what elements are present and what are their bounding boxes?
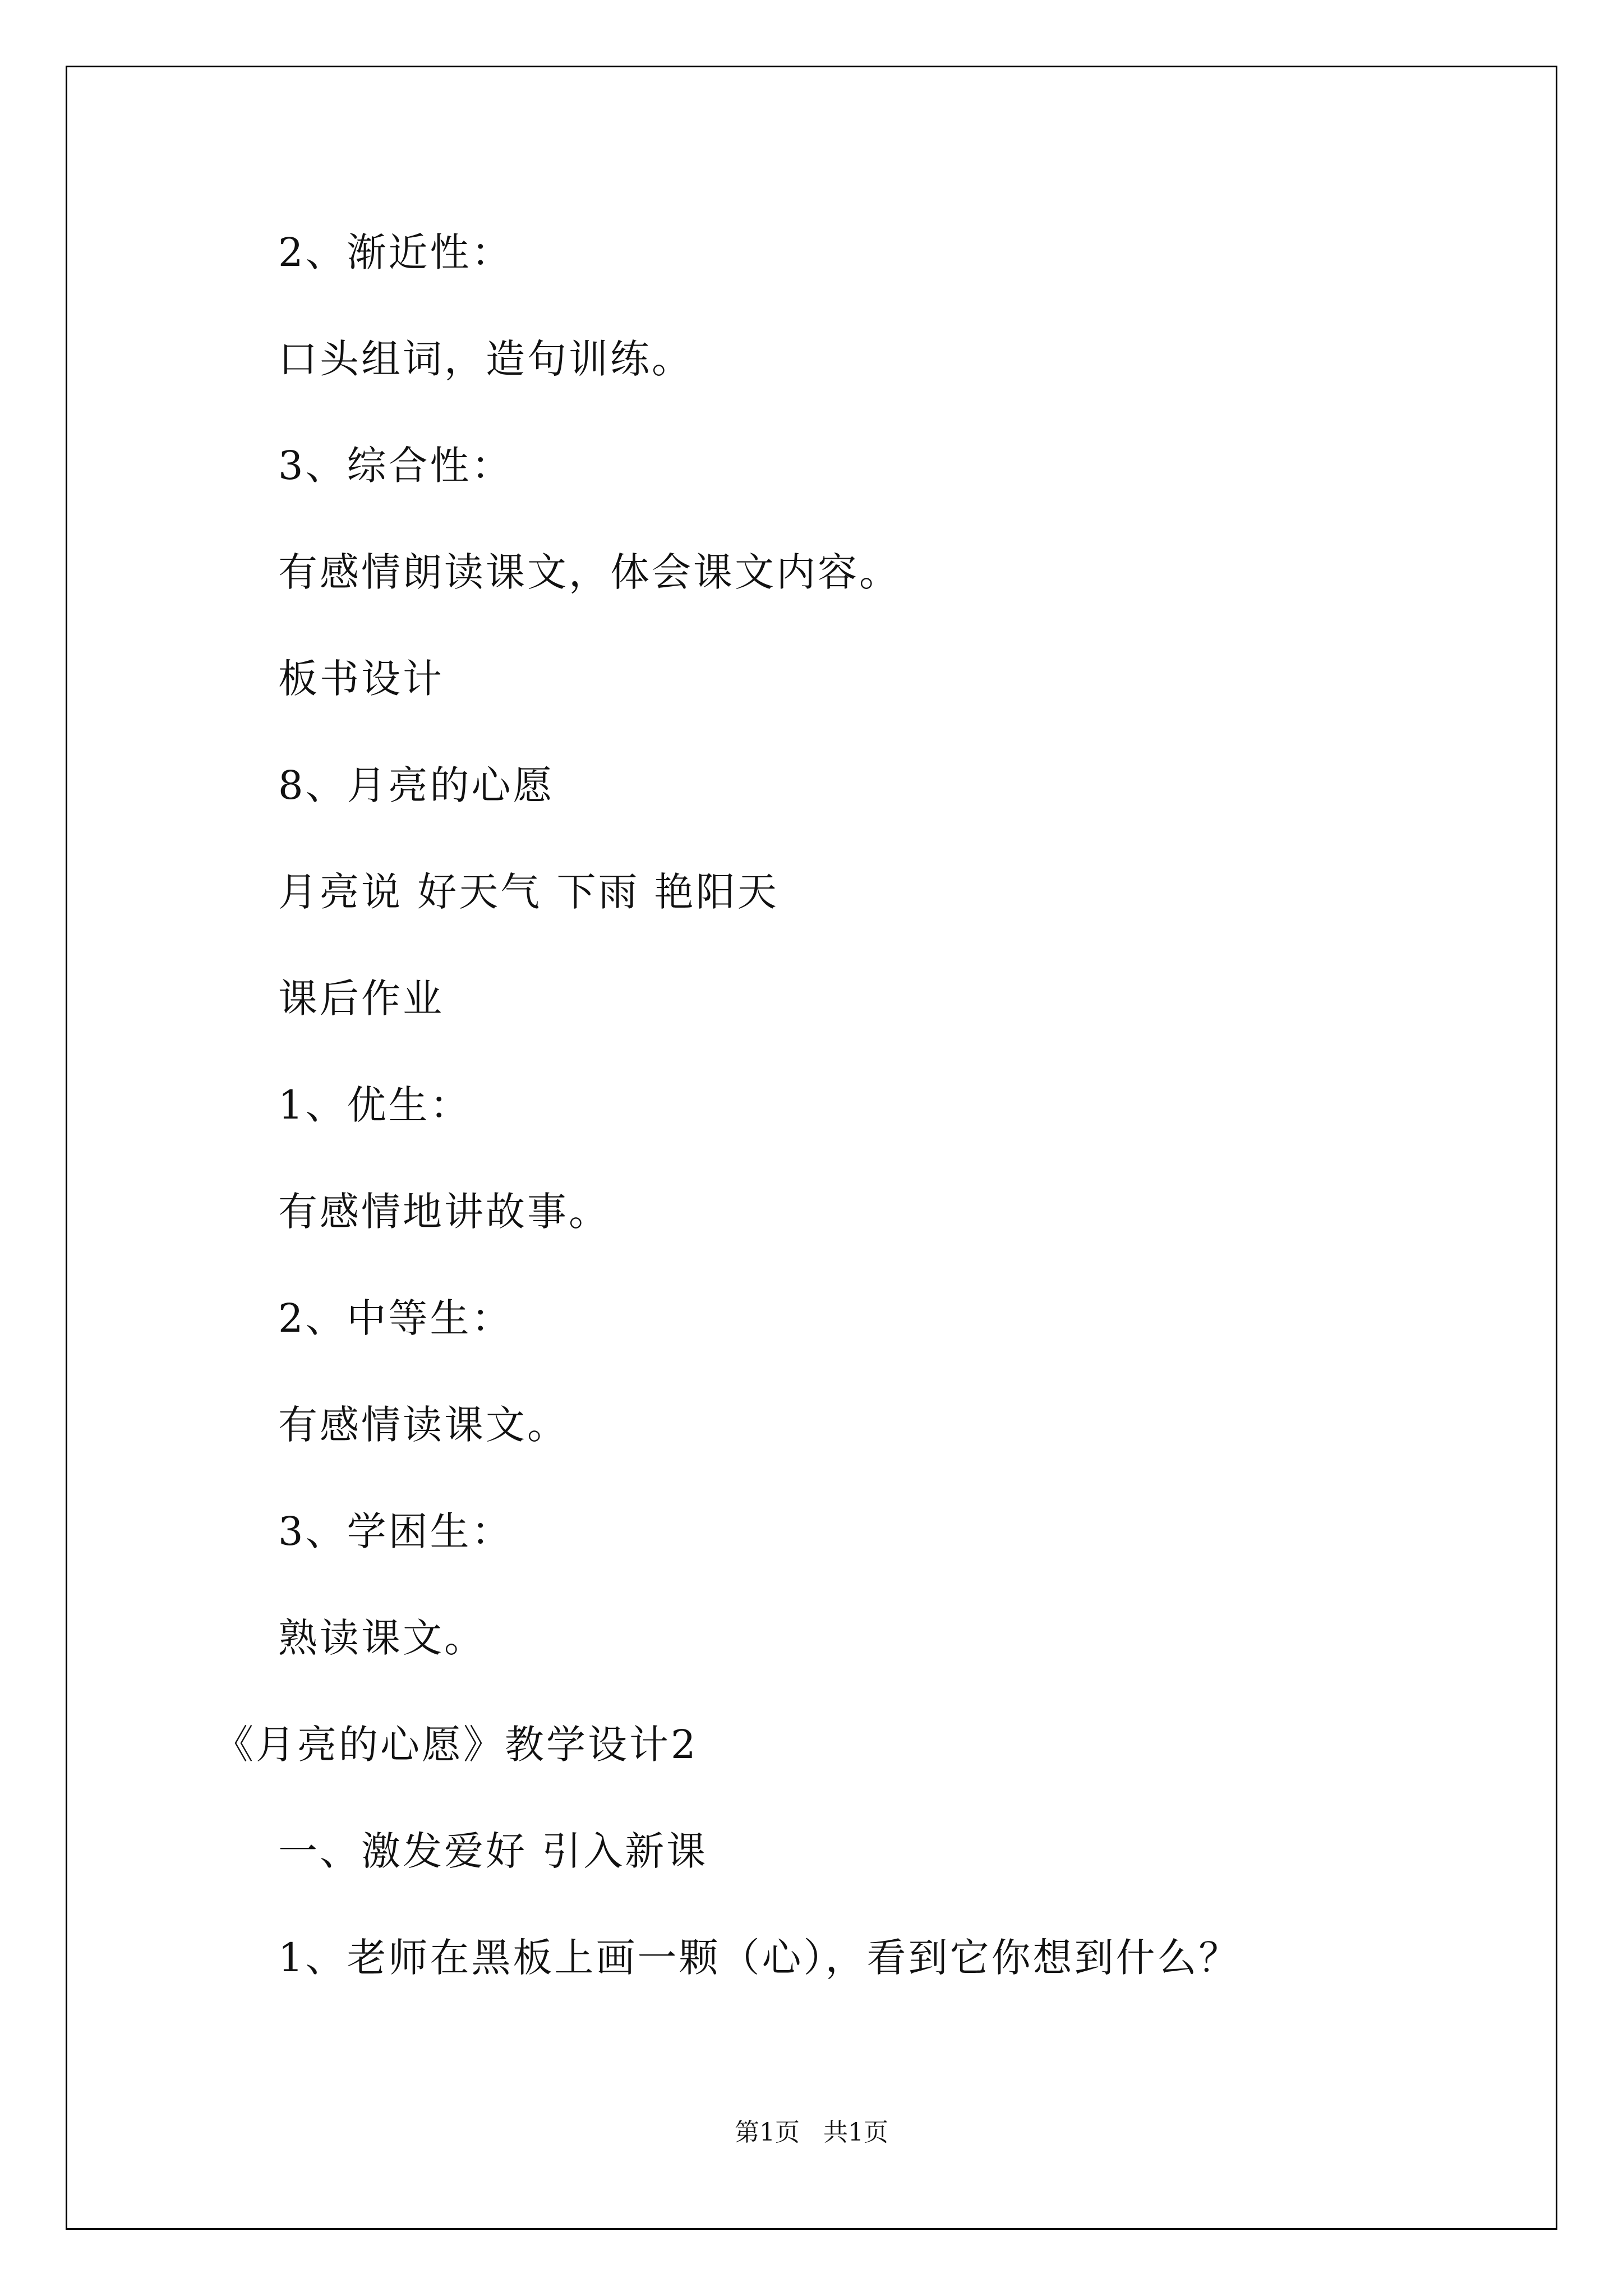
page-border (66, 66, 1557, 2230)
text-line: 熟读课文。 (278, 1615, 486, 1661)
text-line: 2、中等生： (278, 1295, 513, 1341)
text-line: 1、优生： (278, 1082, 472, 1128)
page-footer: 第1页 共1页 (735, 2118, 888, 2147)
section-heading: 课后作业 (278, 976, 444, 1022)
section-heading: 一、激发爱好 引入新课 (278, 1828, 708, 1874)
text-line: 月亮说 好天气 下雨 艳阳天 (278, 869, 779, 915)
document-title: 《月亮的心愿》教学设计2 (214, 1722, 698, 1768)
text-line: 1、老师在黑板上画一颗（心），看到它你想到什么？ (278, 1935, 1241, 1981)
text-line: 3、综合性： (278, 443, 513, 489)
text-line: 有感情朗读课文，体会课文内容。 (278, 549, 901, 595)
text-line: 3、学困生： (278, 1508, 513, 1554)
text-line: 有感情地讲故事。 (278, 1189, 610, 1235)
text-line: 口头组词，造句训练。 (278, 336, 693, 382)
text-line: 有感情读课文。 (278, 1402, 569, 1448)
section-heading: 板书设计 (278, 656, 444, 702)
text-line: 2、渐近性： (278, 229, 513, 275)
text-line: 8、月亮的心愿 (278, 762, 555, 808)
